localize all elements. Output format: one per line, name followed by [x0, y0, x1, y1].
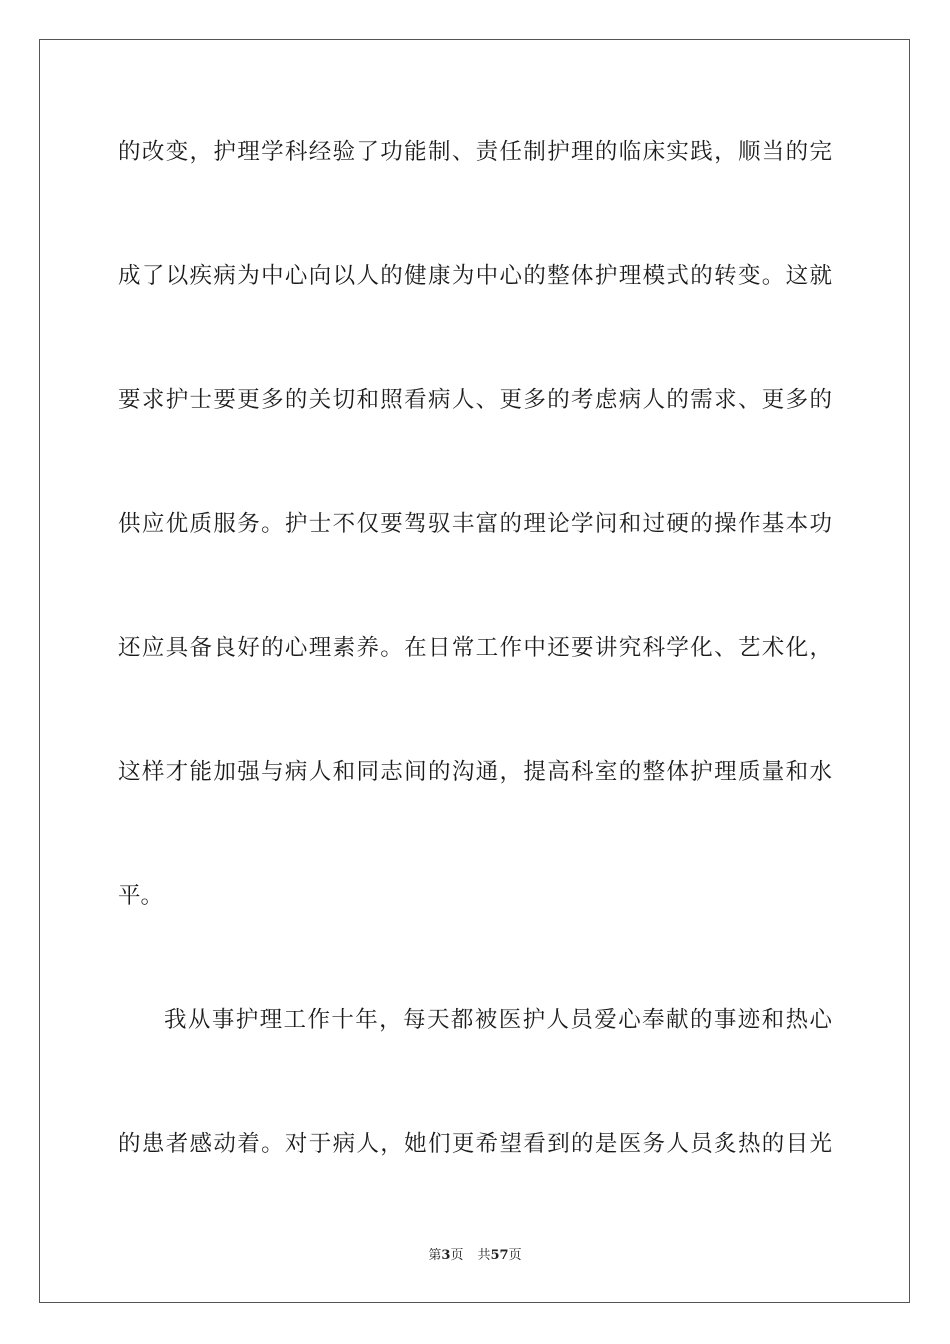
- text-line: 平。: [118, 883, 164, 909]
- text-line: 这样才能加强与病人和同志间的沟通，提高科室的整体护理质量和水: [118, 759, 832, 785]
- total-prefix: 共: [477, 1248, 491, 1263]
- page-prefix: 第: [428, 1248, 442, 1263]
- page-number: 3: [441, 1248, 451, 1263]
- paragraph-first-line: 我从事护理工作十年，每天都被医护人员爱心奉献的事迹和热心: [164, 1007, 832, 1033]
- text-line: 的改变，护理学科经验了功能制、责任制护理的临床实践，顺当的完: [118, 139, 832, 165]
- text-line: 成了以疾病为中心向以人的健康为中心的整体护理模式的转变。这就: [118, 263, 832, 289]
- text-line: 的患者感动着。对于病人，她们更希望看到的是医务人员炙热的目光: [118, 1131, 832, 1157]
- total-pages: 57: [490, 1248, 509, 1263]
- page-suffix: 页: [450, 1248, 464, 1263]
- text-line: 要求护士要更多的关切和照看病人、更多的考虑病人的需求、更多的: [118, 387, 832, 413]
- total-suffix: 页: [508, 1248, 522, 1263]
- text-line: 还应具备良好的心理素养。在日常工作中还要讲究科学化、艺术化，: [118, 635, 832, 661]
- page-border: [39, 39, 910, 1303]
- text-line: 供应优质服务。护士不仅要驾驭丰富的理论学问和过硬的操作基本功: [118, 511, 832, 537]
- page-footer: [0, 1246, 950, 1266]
